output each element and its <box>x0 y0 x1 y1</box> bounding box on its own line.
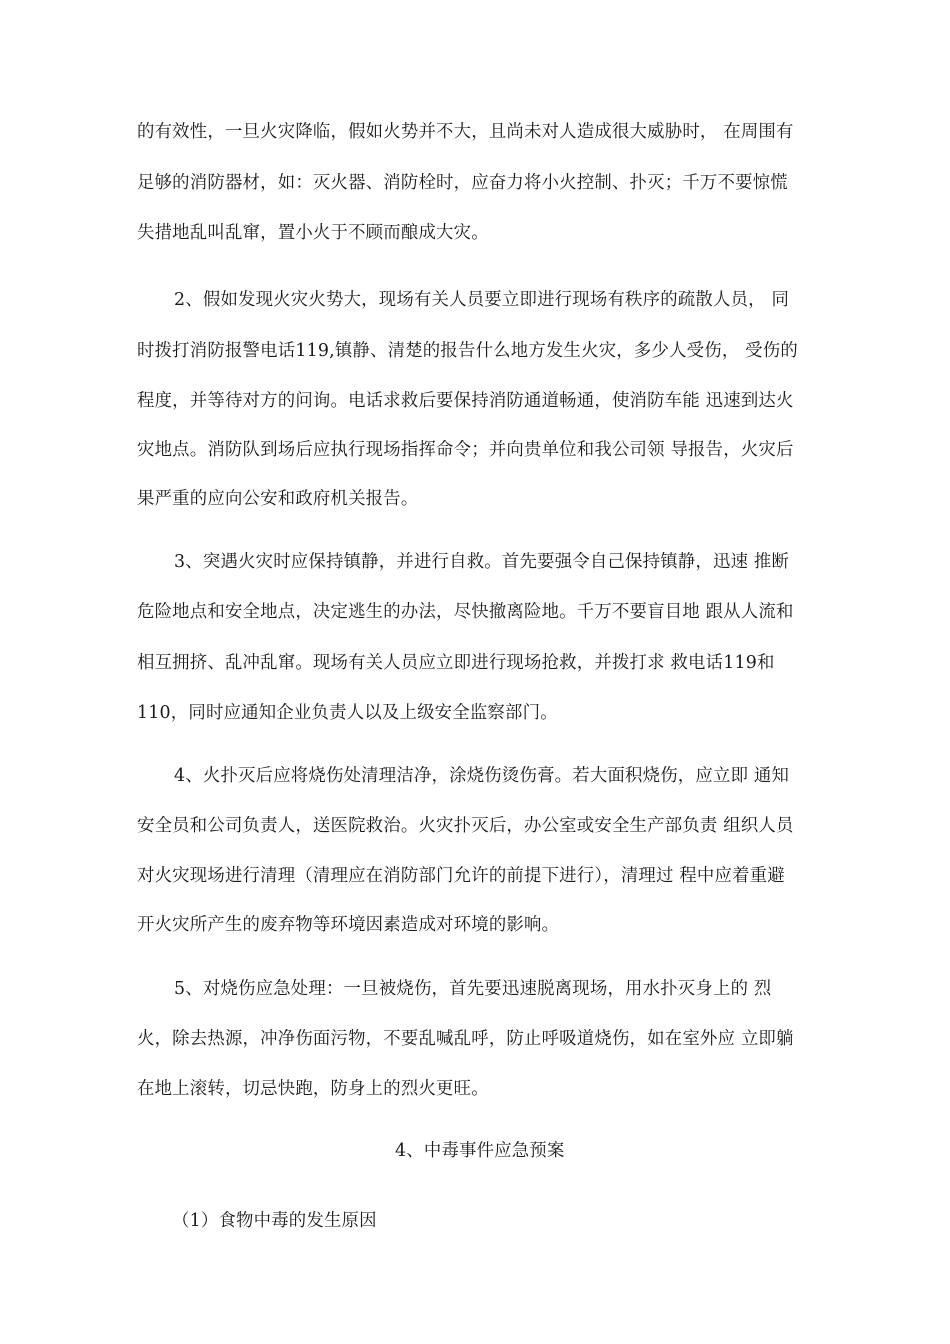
paragraph-4-line-2: 安全员和公司负责人，送医院救治。火灾扑灭后，办公室或安全生产部负责 组织人员 <box>137 816 794 836</box>
paragraph-3-line-3: 相互拥挤、乱冲乱窜。现场有关人员应立即进行现场抢救，并拨打求 救电话119和 <box>137 653 775 673</box>
paragraph-5-line-2: 火，除去热源，冲净伤面污物，不要乱喊乱呼，防止呼吸道烧伤，如在室外应 立即躺 <box>137 1029 794 1049</box>
paragraph-2-line-4: 灾地点。消防队到场后应执行现场指挥命令；并向贵单位和我公司领 导报告，火灾后 <box>137 440 794 460</box>
paragraph-2-line-3: 程度，并等待对方的问询。电话求救后要保持消防通道畅通，使消防车能 迅速到达火 <box>137 391 794 411</box>
paragraph-2-line-5: 果严重的应向公安和政府机关报告。 <box>137 489 419 509</box>
paragraph-1-line-1: 的有效性，一旦火灾降临，假如火势并不大，且尚未对人造成很大威胁时， 在周围有 <box>137 122 794 142</box>
paragraph-4-line-1: 4、火扑灭后应将烧伤处清理洁净，涂烧伤烫伤膏。若大面积烧伤，应立即 通知 <box>174 766 790 786</box>
paragraph-5-line-3: 在地上滚转，切忌快跑，防身上的烈火更旺。 <box>137 1079 489 1099</box>
paragraph-2-line-1: 2、假如发现火灾火势大，现场有关人员要立即进行现场有秩序的疏散人员， 同 <box>174 290 790 310</box>
paragraph-5-line-1: 5、对烧伤应急处理：一旦被烧伤，首先要迅速脱离现场，用水扑灭身上的 烈 <box>174 979 772 999</box>
paragraph-1-line-3: 失措地乱叫乱窜，置小火于不顾而酿成大灾。 <box>137 223 489 243</box>
paragraph-3-line-2: 危险地点和安全地点，决定逃生的办法，尽快撤离险地。千万不要盲目地 跟从人流和 <box>137 602 794 622</box>
paragraph-3-line-4: 110，同时应通知企业负责人以及上级安全监察部门。 <box>137 703 558 723</box>
paragraph-1-line-2: 足够的消防器材，如：灭火器、消防栓时，应奋力将小火控制、扑灭；千万不要惊慌 <box>137 173 788 193</box>
paragraph-3-line-1: 3、突遇火灾时应保持镇静，并进行自救。首先要强令自己保持镇静，迅速 推断 <box>174 552 790 572</box>
paragraph-2-line-2: 时拨打消防报警电话119,镇静、清楚的报告什么地方发生火灾，多少人受伤， 受伤的 <box>137 341 798 361</box>
section-heading: 4、中毒事件应急预案 <box>395 1141 565 1161</box>
subheading: （1）食物中毒的发生原因 <box>172 1211 377 1231</box>
paragraph-4-line-4: 开火灾所产生的废弃物等环境因素造成对环境的影响。 <box>137 915 560 935</box>
paragraph-4-line-3: 对火灾现场进行清理（清理应在消防部门允许的前提下进行），清理过 程中应着重避 <box>137 866 785 886</box>
